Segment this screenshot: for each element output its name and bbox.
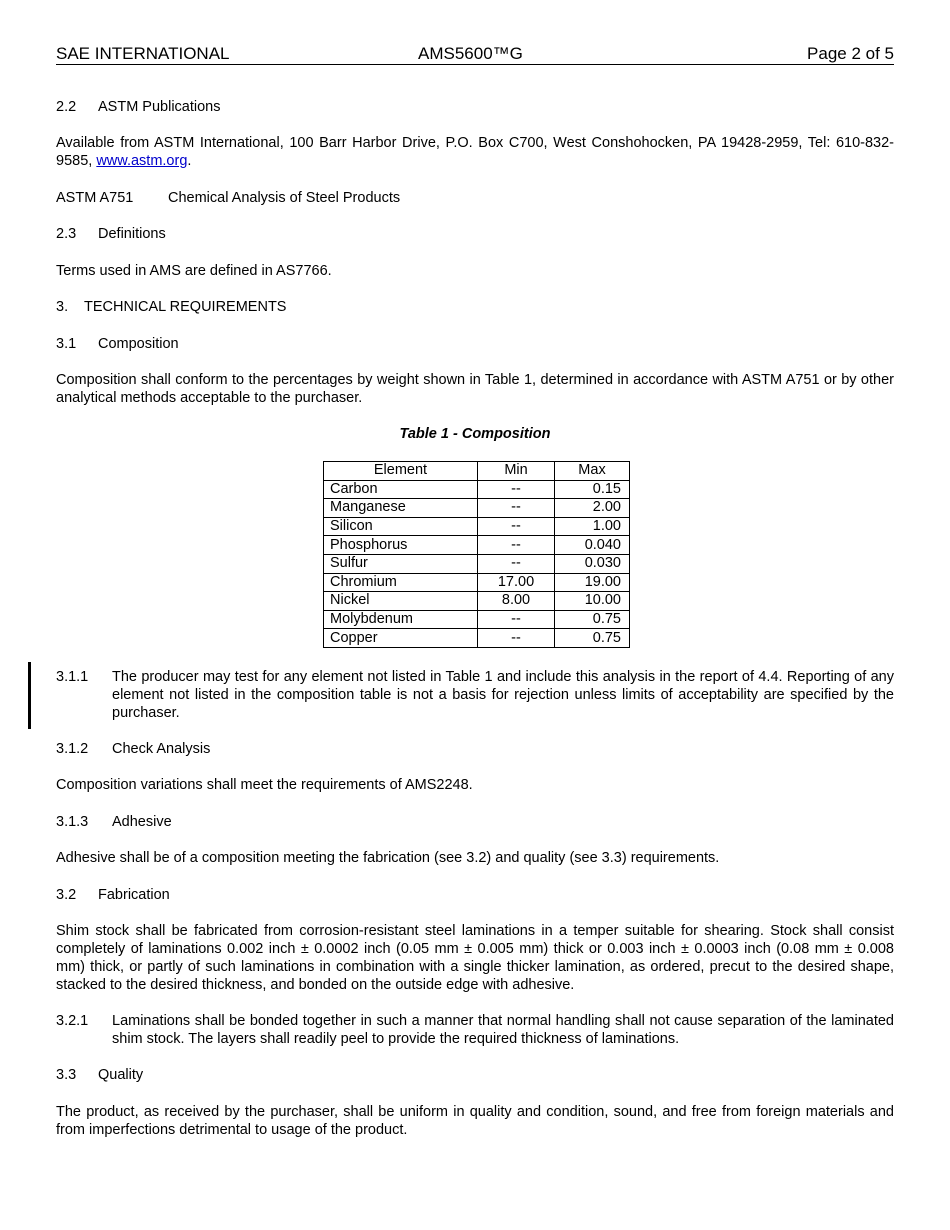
section-3-1-3-body: Adhesive shall be of a composition meeting the fabrication (see 3.2) and quality (see 3.3) requirements. xyxy=(56,850,720,866)
astm-link[interactable]: www.astm.org xyxy=(96,153,188,169)
section-3-3-heading xyxy=(56,1066,894,1084)
cell-max: 10.00 xyxy=(555,592,630,611)
header-org: SAE INTERNATIONAL xyxy=(56,44,230,63)
section-body: Laminations shall be bonded together in such a manner that normal handling shall not cause separation of the laminated shim stock. The layers shall readily peel to provide the required thickness of laminations. xyxy=(112,1013,894,1047)
cell-element: Nickel xyxy=(324,592,478,611)
cell-max: 0.040 xyxy=(555,536,630,555)
section-3-1-3-heading xyxy=(56,813,894,831)
header-doc-id: AMS5600™G xyxy=(418,44,523,63)
section-3-heading xyxy=(56,298,894,316)
section-3-2-body: Shim stock shall be fabricated from corrosion-resistant steel laminations in a temper suitable for shearing. Stock shall consist completely of laminations 0.002 inch ± 0.0002 inch (0.05 mm ± 0.005 mm) thick or 0.003 inch ± 0.0003 inch (0.08 mm ± 0.008 mm) thick, or partly of such laminations in combination with a single thicker lamination, as ordered, precut to the desired shape, stacked to the desired thickness, and bonded on the outside edge with adhesive. xyxy=(56,923,894,993)
section-3-1-2-heading xyxy=(56,740,894,758)
section-number: 3.1 xyxy=(56,336,77,352)
revision-change-bar xyxy=(28,662,31,729)
cell-element: Sulfur xyxy=(324,554,478,573)
column-header-max: Max xyxy=(555,462,630,481)
section-3-1-heading xyxy=(56,335,894,353)
cell-max: 2.00 xyxy=(555,499,630,518)
header-page-number: Page 2 of 5 xyxy=(807,44,894,63)
table-row xyxy=(324,629,630,648)
body-text-suffix: . xyxy=(187,153,192,169)
cell-element: Chromium xyxy=(324,573,478,592)
cell-min: 17.00 xyxy=(478,573,555,592)
reference-title: Chemical Analysis of Steel Products xyxy=(168,190,401,206)
cell-min: 8.00 xyxy=(478,592,555,611)
table-row xyxy=(324,554,630,573)
section-number: 3. xyxy=(56,299,69,315)
cell-element: Manganese xyxy=(324,499,478,518)
cell-min: -- xyxy=(478,610,555,629)
section-body: The producer may test for any element not listed in Table 1 and include this analysis in the report of 4.4. Reporting of any element not listed in the composition table is not a basis for rejection unless limits of acceptability are specified by the purchaser. xyxy=(112,669,894,721)
cell-element: Phosphorus xyxy=(324,536,478,555)
page-header xyxy=(56,44,894,65)
table-row xyxy=(324,592,630,611)
cell-min: -- xyxy=(478,499,555,518)
section-number: 3.1.1 xyxy=(56,669,89,685)
table-row xyxy=(324,499,630,518)
table-row xyxy=(324,480,630,499)
column-header-min: Min xyxy=(478,462,555,481)
section-number: 3.1.3 xyxy=(56,814,89,830)
section-3-2-1 xyxy=(56,1012,894,1048)
section-3-1-1 xyxy=(56,668,894,722)
section-number: 3.1.2 xyxy=(56,741,89,757)
section-title: Quality xyxy=(98,1067,144,1083)
section-3-1-body: Composition shall conform to the percentages by weight shown in Table 1, determined in accordance with ASTM A751 or by other analytical methods acceptable to the purchaser. xyxy=(56,372,894,406)
section-title: ASTM Publications xyxy=(98,99,221,115)
cell-min: -- xyxy=(478,517,555,536)
section-3-3-body: The product, as received by the purchaser, shall be uniform in quality and condition, sound, and free from foreign materials and from imperfections detrimental to usage of the product. xyxy=(56,1104,894,1138)
table-row xyxy=(324,517,630,536)
section-2-2-heading xyxy=(56,98,894,116)
cell-element: Molybdenum xyxy=(324,610,478,629)
cell-max: 0.75 xyxy=(555,610,630,629)
cell-element: Copper xyxy=(324,629,478,648)
cell-min: -- xyxy=(478,554,555,573)
table-caption: Table 1 - Composition xyxy=(399,426,551,442)
cell-min: -- xyxy=(478,629,555,648)
section-number: 3.3 xyxy=(56,1067,77,1083)
table-header-row xyxy=(324,462,630,481)
section-number: 3.2 xyxy=(56,887,77,903)
section-title: Check Analysis xyxy=(112,741,211,757)
section-title: Definitions xyxy=(98,226,166,242)
section-2-2-body xyxy=(56,134,894,170)
cell-max: 0.030 xyxy=(555,554,630,573)
body-text: Available from ASTM International, 100 Barr Harbor Drive, P.O. Box C700, West Conshohocken, PA 19428-2959, Tel: 610-832-9585, xyxy=(56,135,894,169)
cell-max: 19.00 xyxy=(555,573,630,592)
cell-element: Carbon xyxy=(324,480,478,499)
column-header-element: Element xyxy=(324,462,478,481)
table-row xyxy=(324,610,630,629)
section-number: 2.2 xyxy=(56,99,77,115)
section-3-2-heading xyxy=(56,886,894,904)
cell-max: 0.15 xyxy=(555,480,630,499)
reference-astm-a751 xyxy=(56,189,894,207)
table-row xyxy=(324,573,630,592)
reference-code: ASTM A751 xyxy=(56,190,134,206)
composition-table xyxy=(323,461,630,648)
cell-max: 1.00 xyxy=(555,517,630,536)
section-number: 2.3 xyxy=(56,226,77,242)
cell-element: Silicon xyxy=(324,517,478,536)
table-row xyxy=(324,536,630,555)
section-title: Fabrication xyxy=(98,887,170,903)
cell-min: -- xyxy=(478,536,555,555)
section-title: Adhesive xyxy=(112,814,172,830)
section-title: TECHNICAL REQUIREMENTS xyxy=(84,299,287,315)
section-3-1-2-body: Composition variations shall meet the requirements of AMS2248. xyxy=(56,777,473,793)
cell-max: 0.75 xyxy=(555,629,630,648)
section-title: Composition xyxy=(98,336,179,352)
section-number: 3.2.1 xyxy=(56,1013,89,1029)
section-2-3-body: Terms used in AMS are defined in AS7766. xyxy=(56,263,332,279)
cell-min: -- xyxy=(478,480,555,499)
section-2-3-heading xyxy=(56,225,894,243)
